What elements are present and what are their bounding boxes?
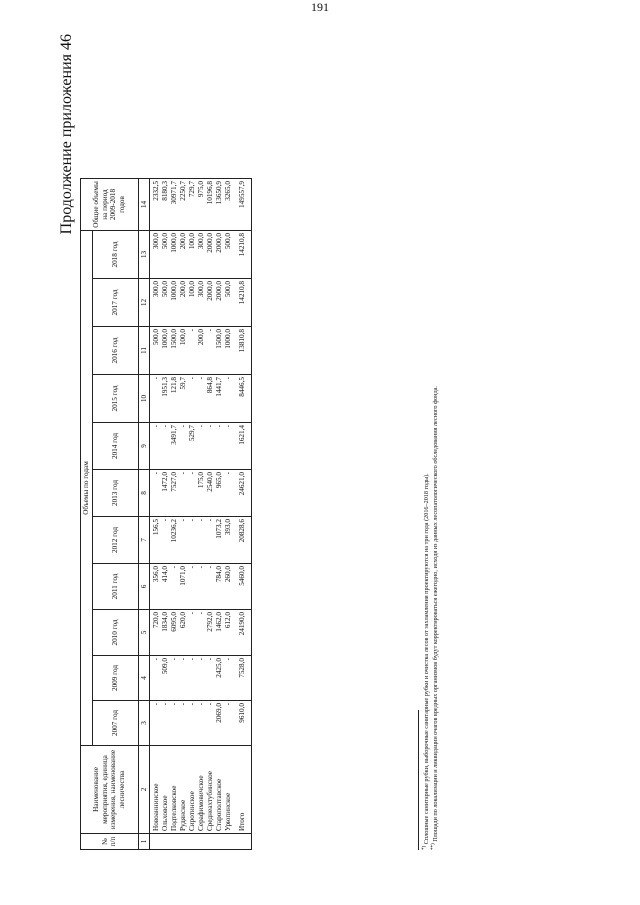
header-year: 2018 год: [92, 231, 138, 279]
value-cell: 500,0: [224, 231, 233, 279]
value-cell: 1834,0: [161, 610, 170, 656]
value-cell: 1000,0: [224, 327, 233, 375]
header-year: 2015 год: [92, 375, 138, 423]
header-year: 2014 год: [92, 423, 138, 470]
table-row: [224, 179, 233, 850]
value-cell: 10236,2: [170, 517, 179, 564]
forestry-name: Старополтавское: [215, 746, 224, 834]
value-cell: 100,0: [179, 327, 188, 375]
value-cell: 200,0: [197, 327, 206, 375]
total-cell: 1621,4: [233, 423, 252, 470]
value-cell: 100,0: [188, 231, 197, 279]
column-index: 13: [138, 231, 149, 279]
forestry-name: Среднеахтубинское: [206, 746, 215, 834]
footnote-2-mark: **): [431, 843, 436, 850]
column-index: 2: [138, 746, 149, 834]
footnote-1-mark: *): [422, 845, 427, 850]
forestry-name: Серафимовичское: [197, 746, 206, 834]
value-cell: -: [224, 423, 233, 470]
value-cell: 1071,0: [179, 564, 188, 610]
value-cell: 1073,2: [215, 517, 224, 564]
forestry-name: Рудянское: [179, 746, 188, 834]
column-index: 7: [138, 517, 149, 564]
value-cell: 414,0: [161, 564, 170, 610]
row-number-cell: [197, 834, 206, 850]
value-cell: 500,0: [149, 327, 161, 375]
row-number-cell: [161, 834, 170, 850]
value-cell: 1500,0: [215, 327, 224, 375]
value-cell: 529,7: [188, 423, 197, 470]
table-row: [149, 179, 161, 850]
footnote-2: [431, 386, 439, 850]
value-cell: -: [188, 701, 197, 746]
value-cell: 200,0: [179, 231, 188, 279]
value-cell: -: [188, 470, 197, 517]
value-cell: 500,0: [161, 279, 170, 327]
column-index: 12: [138, 279, 149, 327]
value-cell: -: [224, 656, 233, 701]
table-row: [206, 179, 215, 850]
value-cell: -: [188, 610, 197, 656]
total-cell: 14210,8: [233, 231, 252, 279]
value-cell: -: [224, 701, 233, 746]
table-row: [161, 179, 170, 850]
value-cell: -: [206, 564, 215, 610]
volumes-table: [80, 178, 252, 850]
value-cell: -: [161, 701, 170, 746]
footnote-separator: [418, 710, 419, 850]
column-index: 4: [138, 656, 149, 701]
value-cell: -: [149, 375, 161, 423]
value-cell: 1951,3: [161, 375, 170, 423]
header-total-volume: Общие объемы на период 2009-2018 годов: [81, 179, 139, 231]
value-cell: -: [149, 423, 161, 470]
total-cell: 20828,6: [233, 517, 252, 564]
value-cell: -: [197, 375, 206, 423]
value-cell: -: [170, 701, 179, 746]
value-cell: -: [206, 423, 215, 470]
value-cell: -: [197, 517, 206, 564]
value-cell: 1000,0: [161, 327, 170, 375]
header-volumes-by-year: Объемы по годам: [81, 231, 93, 746]
header-year: 2009 год: [92, 656, 138, 701]
value-cell: 500,0: [224, 279, 233, 327]
value-cell: 2332,5: [149, 179, 161, 231]
value-cell: 1472,0: [161, 470, 170, 517]
column-index: 1: [138, 834, 149, 850]
value-cell: 612,0: [224, 610, 233, 656]
column-index: 8: [138, 470, 149, 517]
forestry-name: Подтелковское: [170, 746, 179, 834]
value-cell: 2540,0: [206, 470, 215, 517]
table-row: [215, 179, 224, 850]
value-cell: -: [161, 517, 170, 564]
header-year: 2016 год: [92, 327, 138, 375]
value-cell: 2792,0: [206, 610, 215, 656]
value-cell: -: [170, 656, 179, 701]
value-cell: -: [149, 701, 161, 746]
rotated-page-content: [58, 30, 558, 850]
value-cell: 59,7: [179, 375, 188, 423]
total-cell: 24621,0: [233, 470, 252, 517]
table-row: [170, 179, 179, 850]
value-cell: 720,0: [149, 610, 161, 656]
value-cell: 10196,8: [206, 179, 215, 231]
value-cell: -: [206, 327, 215, 375]
row-number-cell: [215, 834, 224, 850]
column-index: 10: [138, 375, 149, 423]
value-cell: -: [197, 564, 206, 610]
value-cell: 393,0: [224, 517, 233, 564]
row-number-cell: [170, 834, 179, 850]
column-index: 5: [138, 610, 149, 656]
value-cell: 1500,0: [170, 327, 179, 375]
value-cell: -: [179, 470, 188, 517]
header-year: 2010 год: [92, 610, 138, 656]
total-cell: 9610,0: [233, 701, 252, 746]
value-cell: -: [224, 470, 233, 517]
footnote-2-text: Площади по локализации и ликвидации очагов вредных организмов будут корректироваться ежегодно, исходя из данных лесопатологического обследования лесного фонда.: [432, 386, 440, 842]
column-index: 11: [138, 327, 149, 375]
value-cell: 620,0: [179, 610, 188, 656]
value-cell: 300,0: [197, 231, 206, 279]
table-body: [149, 179, 233, 850]
header-year: 2011 год: [92, 564, 138, 610]
value-cell: 3265,0: [224, 179, 233, 231]
value-cell: 975,0: [197, 179, 206, 231]
column-index: 3: [138, 701, 149, 746]
value-cell: -: [188, 327, 197, 375]
value-cell: -: [224, 375, 233, 423]
forestry-name: Сиротинское: [188, 746, 197, 834]
value-cell: -: [179, 517, 188, 564]
value-cell: 121,8: [170, 375, 179, 423]
value-cell: -: [197, 701, 206, 746]
header-year: 2012 год: [92, 517, 138, 564]
value-cell: 260,0: [224, 564, 233, 610]
total-cell: 149557,9: [233, 179, 252, 231]
value-cell: 156,5: [149, 517, 161, 564]
total-cell: 24190,0: [233, 610, 252, 656]
value-cell: 3491,7: [170, 423, 179, 470]
value-cell: 2069,0: [215, 701, 224, 746]
total-cell: 7528,0: [233, 656, 252, 701]
value-cell: 509,0: [161, 656, 170, 701]
value-cell: 175,0: [197, 470, 206, 517]
value-cell: 729,7: [188, 179, 197, 231]
value-cell: -: [197, 423, 206, 470]
row-number-cell: [149, 834, 161, 850]
row-number-cell: [179, 834, 188, 850]
value-cell: -: [170, 564, 179, 610]
value-cell: -: [179, 701, 188, 746]
value-cell: 1462,0: [215, 610, 224, 656]
column-index: 6: [138, 564, 149, 610]
value-cell: 784,0: [215, 564, 224, 610]
value-cell: -: [215, 423, 224, 470]
value-cell: 300,0: [149, 231, 161, 279]
value-cell: -: [161, 423, 170, 470]
total-row: [233, 179, 252, 850]
value-cell: -: [188, 656, 197, 701]
header-year: 2013 год: [92, 470, 138, 517]
column-index: 9: [138, 423, 149, 470]
value-cell: 2000,0: [215, 279, 224, 327]
table-row: [179, 179, 188, 850]
forestry-name: Ольховское: [161, 746, 170, 834]
value-cell: 7527,0: [170, 470, 179, 517]
value-cell: -: [206, 656, 215, 701]
value-cell: -: [197, 656, 206, 701]
value-cell: 1441,7: [215, 375, 224, 423]
value-cell: 2000,0: [206, 279, 215, 327]
value-cell: 1000,0: [170, 279, 179, 327]
value-cell: -: [188, 375, 197, 423]
value-cell: 30971,7: [170, 179, 179, 231]
header-name: Наименование мероприятия, единица измерения, наименование лесничества: [81, 746, 139, 834]
value-cell: -: [188, 517, 197, 564]
value-cell: -: [206, 517, 215, 564]
value-cell: -: [197, 610, 206, 656]
value-cell: -: [179, 423, 188, 470]
column-index: 14: [138, 179, 149, 231]
value-cell: 356,0: [149, 564, 161, 610]
total-label: Итого: [233, 746, 252, 834]
table-row: [188, 179, 197, 850]
value-cell: 300,0: [149, 279, 161, 327]
value-cell: 300,0: [197, 279, 206, 327]
total-cell: 13810,8: [233, 327, 252, 375]
value-cell: 2000,0: [215, 231, 224, 279]
value-cell: -: [149, 656, 161, 701]
value-cell: 2000,0: [206, 231, 215, 279]
value-cell: 6095,0: [170, 610, 179, 656]
table-row: [197, 179, 206, 850]
header-number: № п/п: [81, 834, 139, 850]
value-cell: -: [188, 564, 197, 610]
page-number: 191: [311, 0, 329, 14]
value-cell: 8180,3: [161, 179, 170, 231]
value-cell: 864,8: [206, 375, 215, 423]
value-cell: -: [149, 470, 161, 517]
value-cell: 500,0: [161, 231, 170, 279]
value-cell: 965,0: [215, 470, 224, 517]
value-cell: 2425,0: [215, 656, 224, 701]
value-cell: 2250,7: [179, 179, 188, 231]
row-number-cell: [206, 834, 215, 850]
row-number-cell: [224, 834, 233, 850]
total-cell: 14210,8: [233, 279, 252, 327]
forestry-name: Новоаннинское: [149, 746, 161, 834]
header-year: 2017 год: [92, 279, 138, 327]
forestry-name: Урюпинское: [224, 746, 233, 834]
footnote-1-text: Сплошные санитарные рубки, выборочные санитарные рубки и очистка лесов от захламления проектируются на три года (2016–2018 годы).: [423, 473, 431, 845]
row-number-cell: [188, 834, 197, 850]
value-cell: -: [179, 656, 188, 701]
total-cell: 8446,5: [233, 375, 252, 423]
value-cell: -: [206, 701, 215, 746]
header-year: 2007 год: [92, 701, 138, 746]
footnote-1: [422, 473, 430, 850]
total-cell: 5460,0: [233, 564, 252, 610]
value-cell: 200,0: [179, 279, 188, 327]
value-cell: 13650,9: [215, 179, 224, 231]
value-cell: 1000,0: [170, 231, 179, 279]
appendix-title: Продолжение приложения 46: [58, 34, 75, 235]
value-cell: 100,0: [188, 279, 197, 327]
